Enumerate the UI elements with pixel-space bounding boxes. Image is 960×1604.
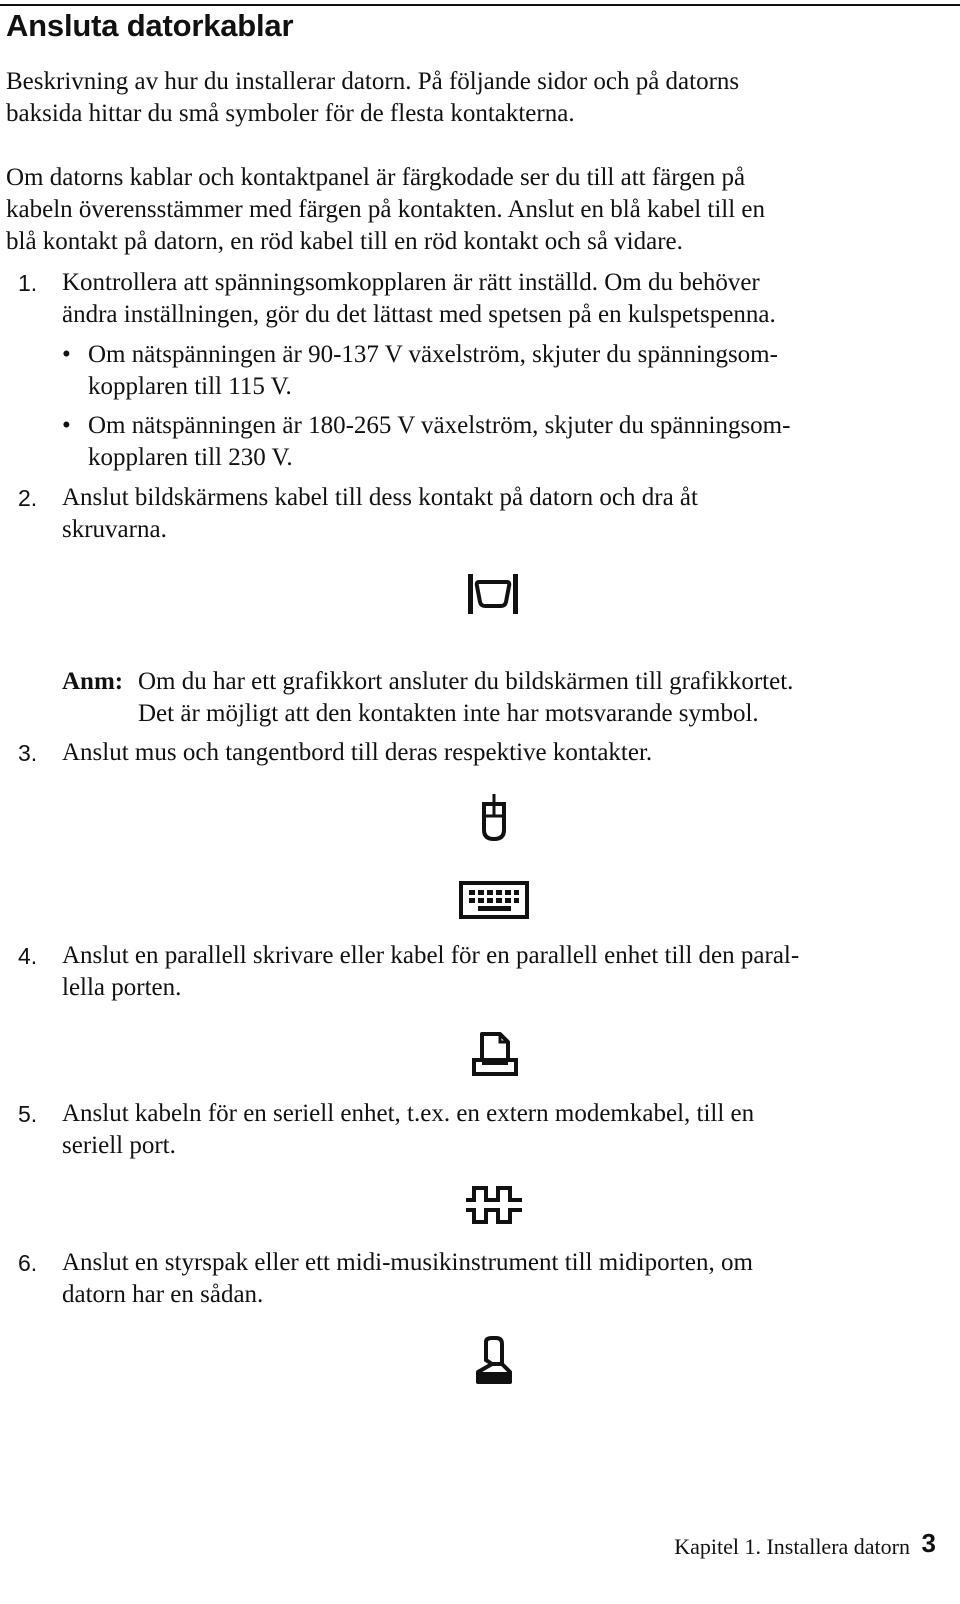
note-label: Anm:: [62, 668, 124, 695]
step-number: 3.: [18, 740, 38, 766]
bullet-dot: •: [62, 341, 71, 368]
intro-paragraph-1: [6, 66, 946, 130]
note-text: Om du har ett grafikkort ansluter du bildskärmen till grafikkortet. Det är möjligt att den kontakten inte har motsvarande symbol.: [138, 668, 794, 727]
top-rule: [0, 4, 960, 6]
mouse-port-icon: [478, 794, 510, 842]
step-text: Anslut kabeln för en seriell enhet, t.ex. en extern modemkabel, till en seriell port.: [62, 1100, 755, 1159]
serial-port-icon: [464, 1184, 524, 1226]
text-line: Beskrivning av hur du installerar datorn. På följande sidor och på datorns: [6, 68, 740, 95]
joystick-port-icon: [472, 1336, 516, 1386]
step-text: Anslut bildskärmens kabel till dess kontakt på datorn och dra åt skruvarna.: [62, 484, 698, 543]
text-line: kabeln överensstämmer med färgen på kontakten. Anslut en blå kabel till en: [6, 196, 766, 223]
section-heading: Ansluta datorkablar: [6, 8, 294, 43]
step-text: Anslut en styrspak eller ett midi-musikinstrument till midiporten, om datorn har en sådan.: [62, 1249, 753, 1308]
step-text: Anslut en parallell skrivare eller kabel för en parallell enhet till den paral- lella porten.: [62, 942, 800, 1001]
intro-paragraph-2: [6, 162, 946, 258]
step-number: 2.: [18, 485, 38, 511]
step-number: 6.: [18, 1250, 38, 1276]
bullet-dot: •: [62, 412, 71, 439]
step-text: Kontrollera att spänningsomkopplaren är rätt inställd. Om du behöver ändra inställningen, gör du det lättast med spetsen på en kulspetspenna.: [62, 269, 776, 328]
step-text: Anslut mus och tangentbord till deras respektive kontakter.: [62, 739, 653, 766]
bullet-text: Om nätspänningen är 180-265 V växelström, skjuter du spänningsom- kopplaren till 230 V.: [88, 412, 791, 471]
monitor-port-icon: [466, 572, 522, 616]
text-line: Om datorns kablar och kontaktpanel är färgkodade ser du till att färgen på: [6, 164, 746, 191]
keyboard-port-icon: [458, 880, 530, 920]
footer-chapter: Kapitel 1. Installera datorn: [674, 1534, 910, 1559]
text-line: blå kontakt på datorn, en röd kabel till en röd kontakt och så vidare.: [6, 228, 683, 255]
step-number: 1.: [18, 270, 38, 296]
step-number: 4.: [18, 943, 38, 969]
page-number: 3: [921, 1528, 936, 1558]
bullet-text: Om nätspänningen är 90-137 V växelström, skjuter du spänningsom- kopplaren till 115 V.: [88, 341, 778, 400]
text-line: baksida hittar du små symboler för de flesta kontakterna.: [6, 100, 575, 127]
step-number: 5.: [18, 1101, 38, 1127]
printer-port-icon: [470, 1030, 520, 1078]
